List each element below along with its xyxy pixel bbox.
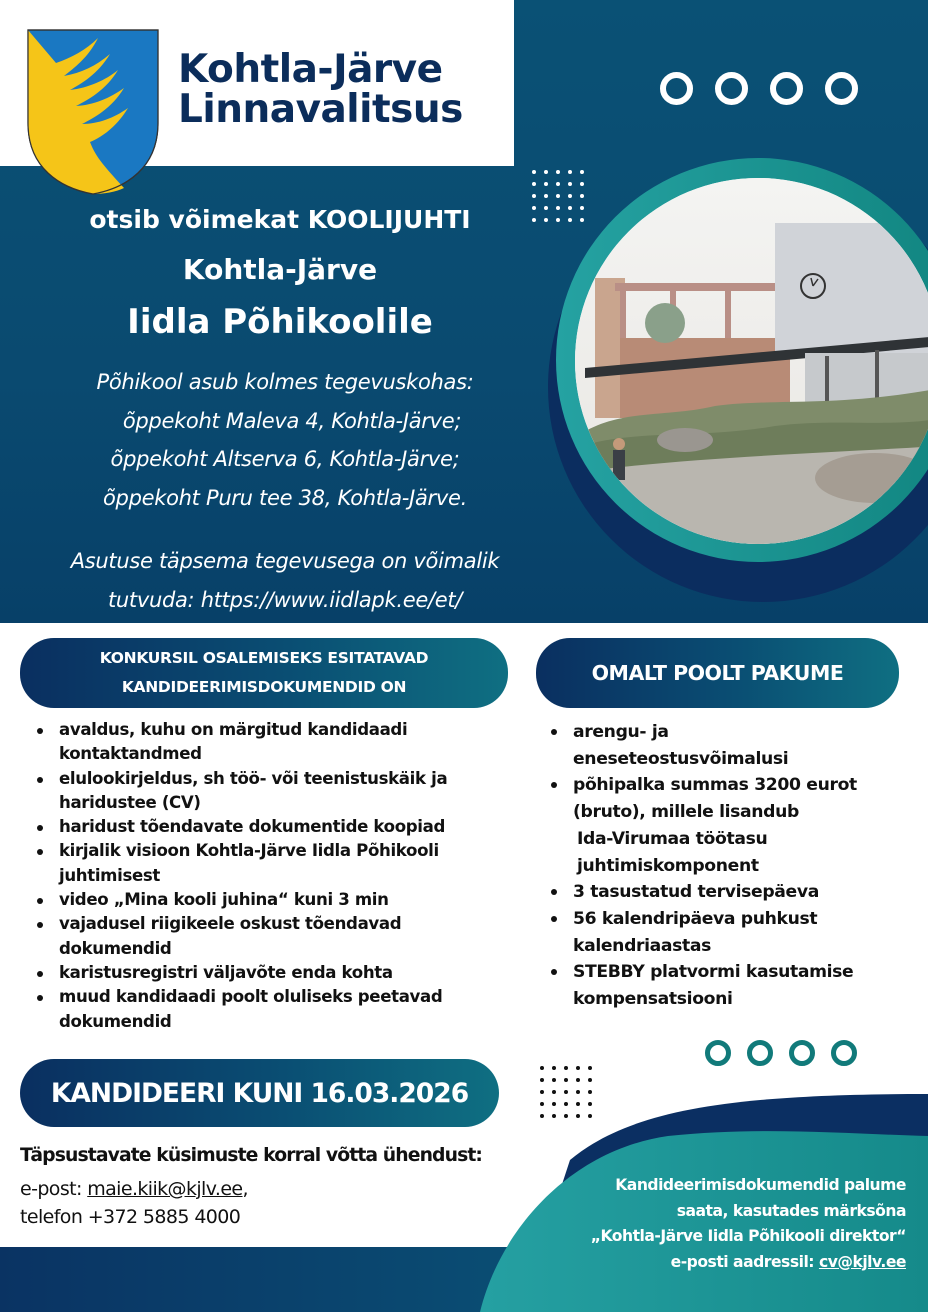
website-info <box>20 542 550 619</box>
locations-block <box>20 363 550 517</box>
hero-title-line2: Kohtla-Järve <box>182 253 378 286</box>
list-item: 56 kalendripäeva puhkust kalendriaastas <box>551 906 921 959</box>
hero-title-line3: Iidla Põhikoolile <box>127 302 433 342</box>
ring-icon <box>747 1040 773 1066</box>
list-item: haridust tõendavate dokumentide koopiad <box>37 815 517 839</box>
list-item: 3 tasustatud tervisepäeva <box>551 879 921 906</box>
location-item: õppekoht Altserva 6, Kohtla-Järve; <box>110 447 460 471</box>
apply-email-link[interactable]: cv@kjlv.ee <box>818 1252 906 1271</box>
list-item: elulookirjeldus, sh töö- või teenistuskäik ja haridustee (CV) <box>37 767 517 816</box>
contact-phone: telefon +372 5885 4000 <box>20 1206 241 1228</box>
list-item: põhipalka summas 3200 eurot (bruto), millele lisandub Ida-Virumaa töötasu juhtimiskomponent <box>551 772 921 879</box>
requirements-heading-line1: KONKURSIL OSALEMISEKS ESITATAVAD <box>99 649 429 667</box>
org-name-line2: Linnavalitsus <box>178 87 463 132</box>
list-item: arengu- ja eneseteostusvõimalusi <box>551 719 921 772</box>
list-item: muud kandidaadi poolt oluliseks peetavad dokumendid <box>37 985 517 1034</box>
decorative-rings-teal <box>705 1040 857 1066</box>
school-photo-frame <box>575 178 928 544</box>
dot-grid-icon <box>540 1066 592 1118</box>
ring-icon <box>789 1040 815 1066</box>
ring-icon <box>660 72 693 105</box>
contact-heading: Täpsustavate küsimuste korral võtta ühendust: <box>20 1145 483 1166</box>
ring-icon <box>831 1040 857 1066</box>
location-item: õppekoht Puru tee 38, Kohtla-Järve. <box>103 485 467 510</box>
requirements-heading-line2: KANDIDEERIMISDOKUMENDID ON <box>121 678 407 696</box>
coat-of-arms-icon <box>26 28 160 196</box>
ring-icon <box>770 72 803 105</box>
hero-section <box>0 0 928 626</box>
ring-icon <box>825 72 858 105</box>
list-item: STEBBY platvormi kasutamise kompensatsiooni <box>551 959 921 1012</box>
org-name <box>178 47 463 132</box>
offer-list <box>551 719 921 1013</box>
logo-panel <box>0 0 514 166</box>
school-building-photo <box>575 178 928 544</box>
location-item: õppekoht Maleva 4, Kohtla-Järve; <box>122 408 462 433</box>
list-item: karistusregistri väljavõte enda kohta <box>37 961 517 985</box>
website-line2[interactable]: tutvuda: https://www.iidlapk.ee/et/ <box>107 587 463 612</box>
requirements-heading <box>20 638 508 708</box>
deadline-label: KANDIDEERI KUNI 16.03.2026 <box>50 1077 469 1109</box>
hero-title-line1: otsib võimekat KOOLIJUHTI <box>89 205 471 234</box>
contact-email-line: e-post: maie.kiik@kjlv.ee, <box>20 1178 248 1200</box>
website-line1: Asutuse täpsema tegevusega on võimalik <box>70 549 500 573</box>
deadline-banner <box>20 1059 499 1127</box>
list-item: avaldus, kuhu on märgitud kandidaadi kontaktandmed <box>37 718 517 767</box>
locations-intro: Põhikool asub kolmes tegevuskohas: <box>96 370 474 394</box>
list-item: vajadusel riigikeele oskust tõendavad dokumendid <box>37 912 517 961</box>
list-item: kirjalik visioon Kohtla-Järve Iidla Põhikooli juhtimisest <box>37 839 517 888</box>
requirements-list <box>37 718 517 1034</box>
org-name-line1: Kohtla-Järve <box>178 47 443 92</box>
ring-icon <box>705 1040 731 1066</box>
list-item: video „Mina kooli juhina“ kuni 3 min <box>37 888 517 912</box>
offer-heading-text: OMALT POOLT PAKUME <box>591 661 844 685</box>
apply-instructions: Kandideerimisdokumendid palume saata, kasutades märksõna „Kohtla-Järve Iidla Põhikooli direktor“ e-posti aadressil: cv@kjlv.ee <box>590 1176 906 1271</box>
contact-email-link[interactable]: maie.kiik@kjlv.ee <box>87 1178 243 1200</box>
decorative-rings <box>660 72 858 105</box>
ring-icon <box>715 72 748 105</box>
offer-heading <box>536 638 899 708</box>
